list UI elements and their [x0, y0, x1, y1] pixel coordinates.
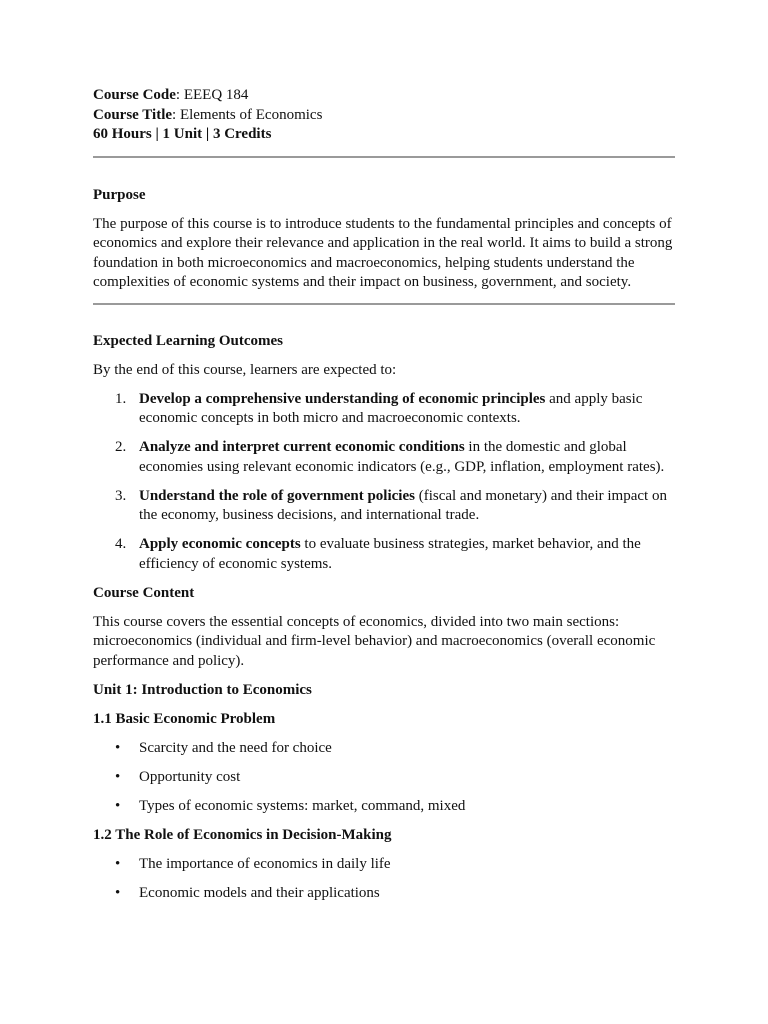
- outcome-number: 1.: [115, 390, 127, 407]
- document-page: [93, 86, 675, 903]
- outcome-bold: Apply economic concepts: [139, 536, 301, 552]
- outcome-rest: (fiscal and monetary) and their impact on the economy, business decisions, and international trade.: [139, 487, 667, 523]
- list-item: [93, 884, 675, 904]
- bullet-icon: •: [115, 768, 121, 785]
- course-meta-text: 60 Hours | 1 Unit | 3 Credits: [93, 126, 272, 142]
- purpose-text: The purpose of this course is to introduce students to the fundamental principles and concepts of economics and explore their relevance and application in the real world. It aims to build a strong foundation in both microeconomics and macroeconomics, helping students understand the complexities of economic systems and their impact on business, government, and society.: [93, 215, 673, 290]
- outcome-rest: and apply basic economic concepts in both micro and macroeconomic contexts.: [139, 390, 643, 426]
- section-1-2-heading: 1.2 The Role of Economics in Decision-Making: [93, 826, 392, 843]
- outcome-rest: in the domestic and global economies using relevant economic indicators (e.g., GDP, inflation, employment rates).: [139, 439, 665, 475]
- outcome-item: [93, 438, 675, 477]
- bullet-icon: •: [115, 739, 121, 756]
- course-code-label: Course Code: [93, 87, 176, 103]
- course-code-line: [93, 86, 675, 106]
- outcome-rest: to evaluate business strategies, market behavior, and the efficiency of economic systems.: [139, 536, 641, 572]
- bullet-icon: •: [115, 855, 121, 872]
- list-item-text: Types of economic systems: market, command, mixed: [139, 797, 466, 814]
- outcome-bold: Understand the role of government policies: [139, 487, 415, 504]
- list-item: [93, 768, 675, 788]
- section-1-2-list: [93, 855, 675, 904]
- outcome-bold: Analyze and interpret current economic conditions: [139, 439, 465, 455]
- content-text: This course covers the essential concepts of economics, divided into two main sections: microeconomics (individual and firm-level behavior) and macroeconomics (overall economic performance and policy).: [93, 613, 656, 669]
- outcomes-list: [93, 390, 675, 575]
- outcome-number: 4.: [115, 536, 127, 552]
- outcome-number: 2.: [115, 439, 127, 455]
- course-header: [93, 86, 675, 145]
- section-1-1-list: [93, 739, 675, 817]
- unit1-heading: Unit 1: Introduction to Economics: [93, 681, 312, 698]
- outcome-number: 3.: [115, 487, 127, 504]
- outcome-item: [93, 390, 675, 429]
- list-item-text: Economic models and their applications: [139, 884, 380, 901]
- list-item: [93, 855, 675, 875]
- list-item: [93, 739, 675, 759]
- bullet-icon: •: [115, 797, 121, 814]
- content-heading: Course Content: [93, 584, 195, 601]
- outcome-item: [93, 487, 675, 526]
- purpose-divider: [93, 303, 675, 305]
- outcomes-heading: Expected Learning Outcomes: [93, 332, 283, 349]
- course-title-value: : Elements of Economics: [172, 106, 323, 123]
- outcomes-intro: By the end of this course, learners are expected to:: [93, 361, 397, 378]
- list-item-text: Opportunity cost: [139, 768, 241, 785]
- list-item-text: Scarcity and the need for choice: [139, 739, 332, 756]
- outcome-bold: Develop a comprehensive understanding of economic principles: [139, 390, 546, 407]
- course-title-label: Course Title: [93, 106, 173, 123]
- list-item: [93, 797, 675, 817]
- header-divider: [93, 156, 675, 158]
- section-1-1-heading: 1.1 Basic Economic Problem: [93, 710, 276, 727]
- course-title-line: [93, 106, 675, 126]
- course-meta: [93, 125, 675, 145]
- course-code-value: : EEEQ 184: [175, 87, 249, 103]
- bullet-icon: •: [115, 884, 121, 901]
- purpose-heading: Purpose: [93, 186, 146, 203]
- list-item-text: The importance of economics in daily life: [139, 855, 391, 872]
- outcome-item: [93, 535, 675, 574]
